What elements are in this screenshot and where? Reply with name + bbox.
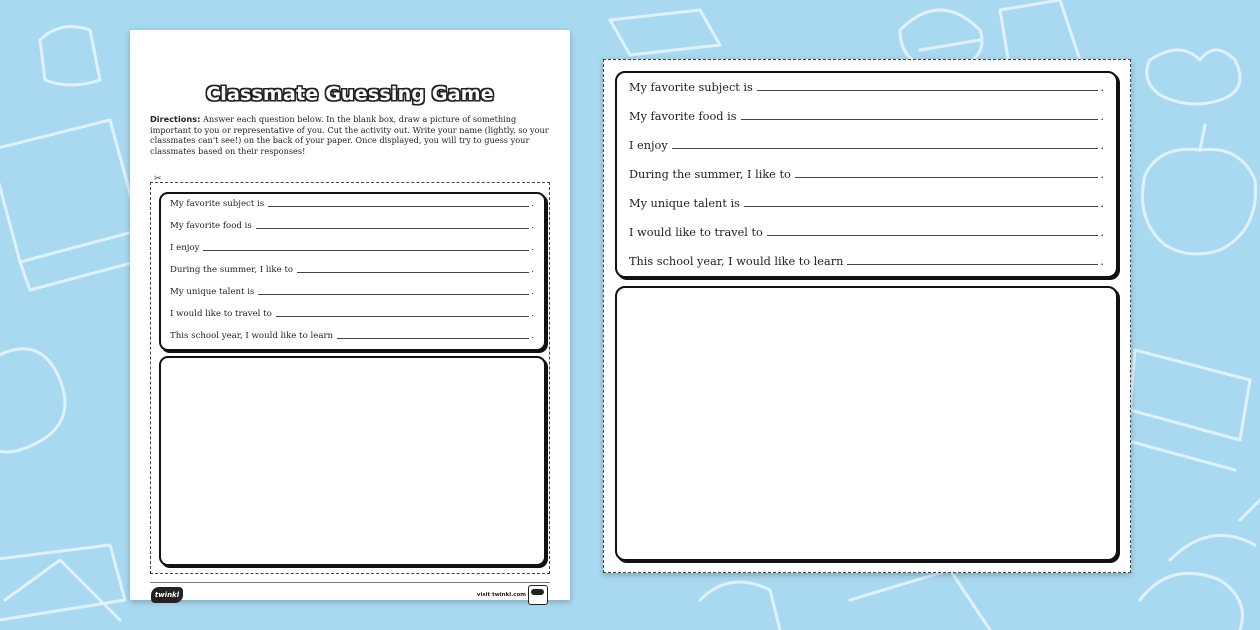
question-prompt: During the summer, I like to <box>170 265 294 275</box>
question-prompt: My favorite food is <box>629 110 737 123</box>
question-end: . <box>1100 255 1104 268</box>
question-prompt: My unique talent is <box>629 197 740 210</box>
question-end: . <box>531 221 534 231</box>
question-end: . <box>531 309 534 319</box>
question-line <box>629 110 1104 123</box>
question-line <box>629 226 1104 239</box>
question-line <box>170 221 534 231</box>
question-end: . <box>531 287 534 297</box>
answer-line[interactable] <box>256 227 529 229</box>
questions-box <box>159 192 546 351</box>
worksheet-title: Classmate Guessing Game <box>206 83 494 105</box>
answer-line[interactable] <box>268 205 529 207</box>
answer-line[interactable] <box>741 118 1099 120</box>
question-prompt: I enjoy <box>629 139 668 152</box>
directions-label: Directions: <box>150 114 201 124</box>
question-prompt: My favorite food is <box>170 221 252 231</box>
answer-line[interactable] <box>672 147 1099 149</box>
footer-url: visit twinkl.com <box>476 592 526 598</box>
question-end: . <box>1100 139 1104 152</box>
question-line <box>170 309 534 319</box>
question-prompt: This school year, I would like to learn <box>629 255 844 268</box>
question-line <box>170 199 534 209</box>
question-line <box>629 197 1104 210</box>
question-end: . <box>531 243 534 253</box>
answer-line[interactable] <box>276 315 529 317</box>
question-line <box>170 331 534 341</box>
question-prompt: I enjoy <box>170 243 200 253</box>
question-line <box>170 243 534 253</box>
question-line <box>170 265 534 275</box>
answer-line[interactable] <box>744 205 1099 207</box>
answer-line[interactable] <box>297 271 529 273</box>
question-end: . <box>1100 110 1104 123</box>
question-prompt: This school year, I would like to learn <box>170 331 334 341</box>
question-end: . <box>1100 168 1104 181</box>
worksheet-page <box>130 30 570 600</box>
questions-box <box>615 71 1118 278</box>
question-end: . <box>531 199 534 209</box>
answer-line[interactable] <box>757 89 1099 91</box>
answer-line[interactable] <box>203 249 529 251</box>
question-prompt: During the summer, I like to <box>629 168 791 181</box>
enlarged-card <box>603 59 1131 573</box>
question-line <box>629 81 1104 94</box>
question-end: . <box>1100 226 1104 239</box>
question-line <box>629 255 1104 268</box>
question-prompt: I would like to travel to <box>629 226 763 239</box>
scissors-icon: ✂ <box>154 174 162 184</box>
directions-text <box>150 114 550 156</box>
twinkl-badge-icon <box>528 585 548 605</box>
drawing-box[interactable] <box>159 356 546 566</box>
answer-line[interactable] <box>337 337 529 339</box>
twinkl-logo: twinkl <box>151 587 183 603</box>
answer-line[interactable] <box>847 263 1098 265</box>
answer-line[interactable] <box>258 293 529 295</box>
question-end: . <box>1100 197 1104 210</box>
directions-body: Answer each question below. In the blank box, draw a picture of something important to you or representative of you. Cut the activity out. Write your name (lightly, so your classmates can't see!) on the back of your paper. Once displayed, you will try to guess your classmates based on their responses! <box>150 114 549 156</box>
question-end: . <box>531 331 534 341</box>
question-end: . <box>531 265 534 275</box>
question-prompt: I would like to travel to <box>170 309 272 319</box>
question-line <box>629 139 1104 152</box>
question-end: . <box>1100 81 1104 94</box>
question-line <box>629 168 1104 181</box>
question-prompt: My favorite subject is <box>629 81 753 94</box>
question-prompt: My unique talent is <box>170 287 255 297</box>
question-line <box>170 287 534 297</box>
footer-divider <box>150 582 550 583</box>
answer-line[interactable] <box>767 234 1099 236</box>
question-prompt: My favorite subject is <box>170 199 265 209</box>
answer-line[interactable] <box>795 176 1099 178</box>
drawing-box[interactable] <box>615 286 1118 561</box>
